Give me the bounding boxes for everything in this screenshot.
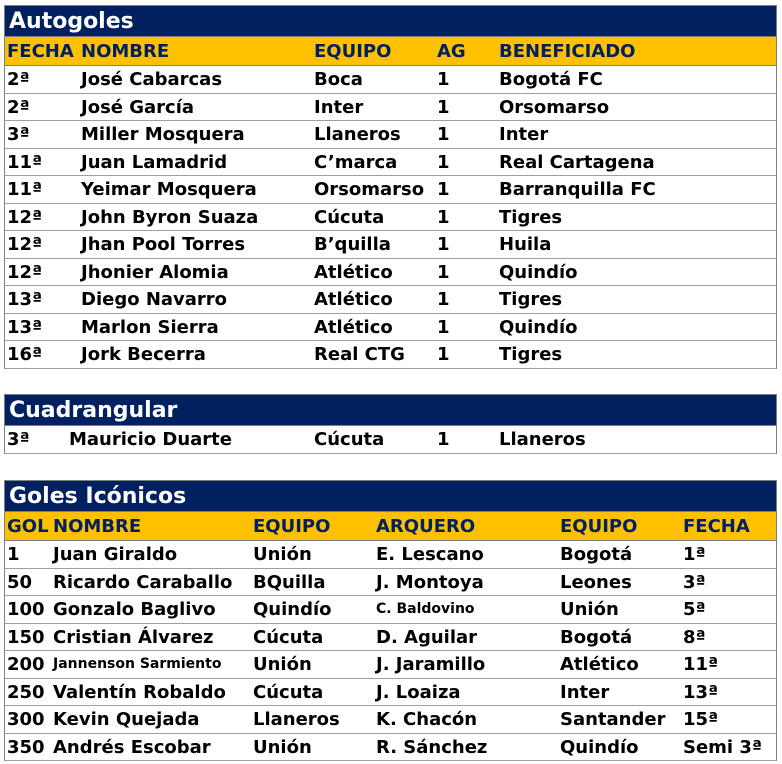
cell-nombre: Gonzalo Baglivo [53,599,216,620]
cell-equipo: Orsomarso [314,179,425,200]
cell-equipo: Cúcuta [253,626,324,648]
cell-beneficiado: Quindío [499,316,578,338]
cell-beneficiado: Bogotá FC [499,69,603,90]
cell-beneficiado: Barranquilla FC [499,179,656,200]
cell-gol: 100 [7,599,45,620]
header-gol: GOL [7,516,49,537]
cell-nombre: Jhonier Alomia [81,261,229,283]
cell-equipo-arquero: Inter [560,681,610,703]
header-equipo: EQUIPO [314,41,392,62]
goles-iconicos-header-row [4,512,777,541]
cell-ag: 1 [437,289,450,310]
cell-gol: 1 [7,544,20,565]
cell-nombre: Marlon Sierra [81,316,219,338]
cell-equipo: C’marca [314,151,398,173]
cell-equipo: Cúcuta [314,206,385,228]
cell-nombre: Juan Lamadrid [81,151,228,173]
cell-gol: 350 [7,736,45,758]
cell-nombre: Jannenson Sarmiento [53,656,222,672]
cell-nombre: Diego Navarro [81,289,228,310]
cell-equipo-arquero: Bogotá [560,626,633,648]
cell-gol: 300 [7,709,45,730]
cell-fecha: 13ª [7,289,43,310]
cell-fecha: 3ª [7,124,30,145]
cuadrangular-title: Cuadrangular [4,394,777,426]
cell-beneficiado: Huila [499,234,552,255]
header-beneficiado: BENEFICIADO [499,41,636,62]
cell-equipo-arquero: Unión [560,599,619,620]
cell-arquero: R. Sánchez [376,736,488,758]
table-row [4,121,777,149]
cell-fecha: 12ª [7,234,43,255]
cell-ag: 1 [437,316,450,338]
cell-beneficiado: Llaneros [499,429,586,450]
cell-nombre: Miller Mosquera [81,124,245,145]
header-fecha: FECHA [7,41,74,62]
goles-iconicos-title: Goles Icónicos [4,480,777,512]
cell-equipo: Boca [314,69,363,90]
cell-gol: 200 [7,654,45,675]
cell-beneficiado: Tigres [499,289,563,310]
header-nombre: NOMBRE [53,516,142,537]
cell-nombre: Ricardo Caraballo [53,571,233,593]
cell-ag: 1 [437,234,450,255]
autogoles-table [4,5,777,369]
cell-fecha: 3ª [7,429,30,450]
table-row [4,706,777,734]
cell-fecha: 13ª [683,681,719,703]
cell-equipo: Quindío [253,599,332,620]
table-row [4,679,777,707]
cell-arquero: E. Lescano [376,544,484,565]
cell-fecha: 11ª [7,179,43,200]
cell-arquero: J. Loaiza [376,681,461,703]
cell-nombre: José García [81,96,195,118]
cell-nombre: Andrés Escobar [53,736,211,758]
cell-beneficiado: Orsomarso [499,96,610,118]
cell-equipo: Inter [314,96,364,118]
cell-ag: 1 [437,429,450,450]
header-nombre: NOMBRE [81,41,170,62]
table-row [4,94,777,122]
cell-ag: 1 [437,151,450,173]
cell-arquero: D. Aguilar [376,626,478,648]
header-fecha: FECHA [683,516,750,537]
cell-equipo: Llaneros [253,709,340,730]
table-row [4,176,777,204]
table-row [4,541,777,569]
cell-fecha: 15ª [683,709,719,730]
cell-beneficiado: Tigres [499,206,563,228]
cell-beneficiado: Tigres [499,344,563,365]
cell-equipo: Cúcuta [253,681,324,703]
cell-beneficiado: Quindío [499,261,578,283]
cell-equipo: Atlético [314,289,393,310]
cell-equipo: Unión [253,736,312,758]
cell-arquero: J. Jaramillo [376,654,486,675]
table-row [4,314,777,342]
cell-beneficiado: Inter [499,124,549,145]
cell-nombre: Cristian Álvarez [53,626,214,648]
cell-ag: 1 [437,69,450,90]
header-equipo: EQUIPO [253,516,331,537]
cell-equipo: Unión [253,654,312,675]
cell-fecha: 12ª [7,206,43,228]
cell-equipo-arquero: Atlético [560,654,639,675]
cell-equipo: Real CTG [314,344,405,365]
table-row [4,651,777,679]
cell-ag: 1 [437,96,450,118]
table-row [4,569,777,597]
cell-nombre: Jork Becerra [81,344,206,365]
cell-fecha: 5ª [683,599,706,620]
cell-ag: 1 [437,344,450,365]
cell-fecha: 2ª [7,69,30,90]
table-row [4,596,777,624]
cell-fecha: 16ª [7,344,43,365]
header-equipo-arquero: EQUIPO [560,516,638,537]
cell-fecha: Semi 3ª [683,736,763,758]
cell-arquero: C. Baldovino [376,601,475,617]
cell-ag: 1 [437,261,450,283]
cell-equipo: Llaneros [314,124,401,145]
cell-fecha: 8ª [683,626,706,648]
cell-fecha: 11ª [683,654,719,675]
cell-equipo: B’quilla [314,234,391,255]
cell-nombre: Yeimar Mosquera [81,179,257,200]
cell-fecha: 3ª [683,571,706,593]
table-row [4,426,777,454]
cell-nombre: Juan Giraldo [53,544,178,565]
autogoles-header-row [4,37,777,66]
cell-gol: 50 [7,571,33,593]
cell-arquero: J. Montoya [376,571,484,593]
table-row [4,286,777,314]
cuadrangular-table [4,394,777,454]
cell-nombre: Valentín Robaldo [53,681,226,703]
cell-beneficiado: Real Cartagena [499,151,655,173]
cell-nombre: Mauricio Duarte [69,429,232,450]
table-row [4,341,777,369]
cell-ag: 1 [437,179,450,200]
cell-equipo: Atlético [314,261,393,283]
table-row [4,66,777,94]
cell-nombre: José Cabarcas [81,69,223,90]
cell-equipo: Cúcuta [314,429,385,450]
cell-ag: 1 [437,124,450,145]
cell-equipo: BQuilla [253,571,326,593]
cell-nombre: John Byron Suaza [81,206,259,228]
cell-gol: 150 [7,626,45,648]
cell-fecha: 12ª [7,261,43,283]
cell-equipo-arquero: Bogotá [560,544,633,565]
cell-equipo-arquero: Santander [560,709,666,730]
cell-nombre: Jhan Pool Torres [81,234,246,255]
cell-fecha: 2ª [7,96,30,118]
cell-equipo: Unión [253,544,312,565]
cell-fecha: 13ª [7,316,43,338]
cell-arquero: K. Chacón [376,709,478,730]
cell-nombre: Kevin Quejada [53,709,200,730]
cell-equipo-arquero: Leones [560,571,632,593]
cell-equipo: Atlético [314,316,393,338]
table-row [4,734,777,762]
cell-equipo-arquero: Quindío [560,736,639,758]
autogoles-title: Autogoles [4,5,777,37]
table-row [4,231,777,259]
table-row [4,624,777,652]
cell-ag: 1 [437,206,450,228]
cell-fecha: 11ª [7,151,43,173]
header-arquero: ARQUERO [376,516,476,537]
table-row [4,259,777,287]
cell-fecha: 1ª [683,544,706,565]
goles-iconicos-table [4,480,777,761]
table-row [4,149,777,177]
table-row [4,204,777,232]
cell-gol: 250 [7,681,45,703]
header-ag: AG [437,41,466,62]
